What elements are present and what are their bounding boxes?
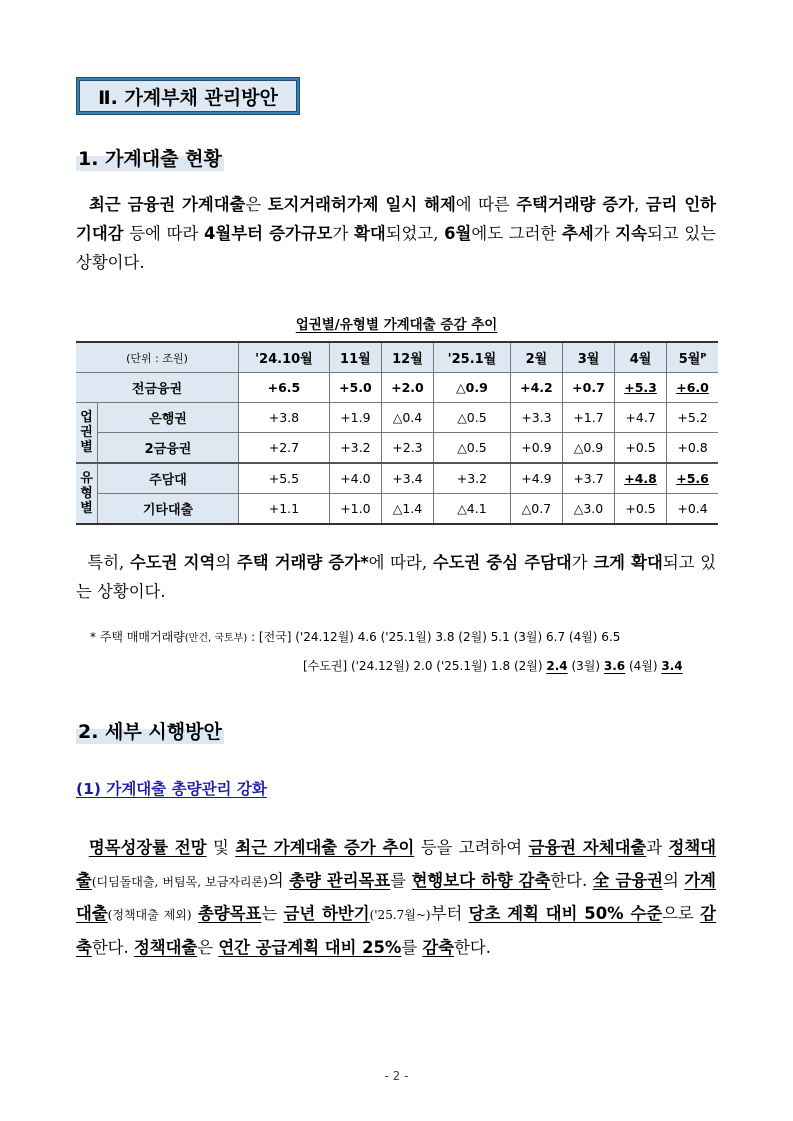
cell: +5.6 — [667, 463, 718, 494]
cell: +5.0 — [329, 373, 381, 403]
row-label: 2금융권 — [98, 433, 239, 464]
cell: △0.4 — [381, 403, 433, 433]
table-row — [76, 403, 718, 433]
footnote-line-2: [수도권] ('24.12월) 2.0 ('25.1월) 1.8 (2월) 2.4 (3월) 3.6 (4월) 3.4 — [303, 659, 683, 673]
cell: +3.3 — [510, 403, 562, 433]
cell: +1.9 — [329, 403, 381, 433]
cell: +5.5 — [238, 463, 329, 494]
row-label: 은행권 — [98, 403, 239, 433]
table-title: 업권별/유형별 가계대출 증감 추이 — [295, 317, 498, 333]
paragraph-2: 특히, 수도권 지역의 주택 거래량 증가*에 따라, 수도권 중심 주담대가 크게 확대되고 있는 상황이다. — [76, 553, 717, 601]
cell: △0.5 — [434, 403, 511, 433]
cell: +0.8 — [667, 433, 718, 464]
cell: +5.3 — [615, 373, 667, 403]
cell: +4.8 — [615, 463, 667, 494]
cell: +4.7 — [615, 403, 667, 433]
cell: +3.2 — [329, 433, 381, 464]
footnote-line-1: * 주택 매매거래량(만건, 국토부) : [전국] ('24.12월) 4.6 ('25.1월) 3.8 (2월) 5.1 (3월) 6.7 (4월) 6.5 — [90, 630, 621, 644]
cell: +0.9 — [510, 433, 562, 464]
cell: +1.1 — [238, 494, 329, 525]
cell: +6.0 — [667, 373, 718, 403]
heading-1: 1. 가계대출 현황 — [76, 144, 224, 171]
col-header: '24.10월 — [238, 342, 329, 373]
cell: +3.7 — [562, 463, 614, 494]
table-row — [76, 494, 718, 525]
cell: +4.2 — [510, 373, 562, 403]
cell: +6.5 — [238, 373, 329, 403]
section-title-box — [76, 77, 300, 115]
col-header: 2월 — [510, 342, 562, 373]
col-header: 11월 — [329, 342, 381, 373]
unit-label: (단위 : 조원) — [76, 342, 238, 373]
heading-2: 2. 세부 시행방안 — [76, 717, 224, 744]
row-label: 주담대 — [98, 463, 239, 494]
table-row — [76, 463, 718, 494]
cell: +2.3 — [381, 433, 433, 464]
cell: △3.0 — [562, 494, 614, 525]
cell: +1.0 — [329, 494, 381, 525]
page-number: - 2 - — [384, 1069, 409, 1083]
row-label: 기타대출 — [98, 494, 239, 525]
cell: △0.7 — [510, 494, 562, 525]
col-header: 4월 — [615, 342, 667, 373]
loan-table — [76, 341, 718, 525]
group-label: 업 권 별 — [76, 403, 98, 464]
col-header: 3월 — [562, 342, 614, 373]
col-header: '25.1월 — [434, 342, 511, 373]
cell: +0.5 — [615, 433, 667, 464]
paragraph-1: 최근 금융권 가계대출은 토지거래허가제 일시 해제에 따른 주택거래량 증가, 금리 인하 기대감 등에 따라 4월부터 증가규모가 확대되었고, 6월에도 그러한 추세가 지속되고 있는 상황이다. — [76, 195, 716, 272]
cell: +1.7 — [562, 403, 614, 433]
cell: +3.8 — [238, 403, 329, 433]
cell: +5.2 — [667, 403, 718, 433]
cell: +0.5 — [615, 494, 667, 525]
section-title: Ⅱ. 가계부채 관리방안 — [79, 80, 297, 112]
cell: +4.9 — [510, 463, 562, 494]
group-label: 유 형 별 — [76, 463, 98, 524]
cell: △0.5 — [434, 433, 511, 464]
table-row — [76, 433, 718, 464]
cell: +2.7 — [238, 433, 329, 464]
paragraph-3: 명목성장률 전망 및 최근 가계대출 증가 추이 등을 고려하여 금융권 자체대출과 정책대출(디딤돌대출, 버팀목, 보금자리론)의 총량 관리목표를 현행보다 하향 감축한다. 全 금융권의 가계대출(정책대출 제외) 총량목표는 금년 하반기('25.7월~)부터 당초 계획 대비 50% 수준으로 감축한다. 정책대출은 연간 공급계획 대비 25%를 감축한다. — [76, 838, 717, 957]
table-header-row — [76, 342, 718, 373]
cell: △0.9 — [562, 433, 614, 464]
cell: +0.4 — [667, 494, 718, 525]
row-label: 전금융권 — [76, 373, 238, 403]
cell: △0.9 — [434, 373, 511, 403]
cell: +0.7 — [562, 373, 614, 403]
cell: +3.4 — [381, 463, 433, 494]
table-row-total — [76, 373, 718, 403]
cell: +2.0 — [381, 373, 433, 403]
cell: +3.2 — [434, 463, 511, 494]
subheading-1: (1) 가계대출 총량관리 강화 — [76, 780, 267, 798]
col-header: 5월ᴾ — [667, 342, 718, 373]
cell: +4.0 — [329, 463, 381, 494]
cell: △1.4 — [381, 494, 433, 525]
cell: △4.1 — [434, 494, 511, 525]
col-header: 12월 — [381, 342, 433, 373]
